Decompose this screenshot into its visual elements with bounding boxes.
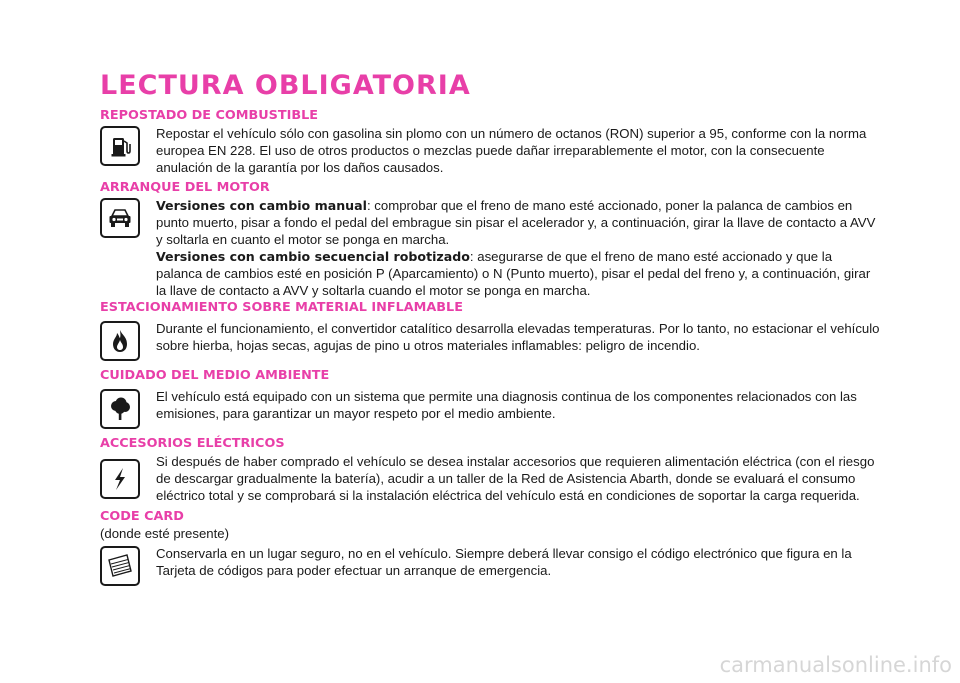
fuel-pump-icon — [100, 126, 140, 166]
section-code-card — [100, 509, 880, 586]
manual-text: : comprobar que el freno de mano esté accionado, poner la palanca de cambios en punto muerto, pisar a fondo el pedal del embrague sin pisar el acelerador y, a continuación, girar la llave de contacto a AVV y soltarla en cuanto el motor se ponga en marcha. — [156, 198, 876, 247]
section-text: Repostar el vehículo sólo con gasolina sin plomo con un número de octanos (RON) superior a 95, conforme con la norma europea EN 228. El uso de otros productos o mezclas puede dañar irreparablemente el motor, con la consecuente anulación de la garantía por los daños causados. — [156, 126, 867, 175]
lightning-icon — [100, 459, 140, 499]
section-title: REPOSTADO DE COMBUSTIBLE — [100, 108, 318, 123]
car-icon — [100, 198, 140, 238]
fire-icon — [100, 321, 140, 361]
manual-heading: Versiones con cambio manual — [156, 198, 367, 213]
code-card-icon — [100, 546, 140, 586]
section-text: Durante el funcionamiento, el convertidor catalítico desarrolla elevadas temperaturas. Por lo tanto, no estacionar el vehículo sobre hierba, hojas secas, agujas de pino u otros materiales inflamables: peligro de incendio. — [156, 321, 880, 353]
manual-paragraph — [156, 197, 880, 248]
section-title: ACCESORIOS ELÉCTRICOS — [100, 436, 285, 451]
section-repostado — [100, 108, 880, 176]
section-text: El vehículo está equipado con un sistema que permite una diagnosis continua de los componentes relacionados con las emisiones, para garantizar un mayor respeto por el medio ambiente. — [156, 389, 857, 421]
section-estacionamiento — [100, 300, 880, 361]
section-title: CODE CARD — [100, 509, 184, 524]
section-title: ESTACIONAMIENTO SOBRE MATERIAL INFLAMABLE — [100, 300, 463, 315]
section-text: Si después de haber comprado el vehículo se desea instalar accesorios que requieren alimentación eléctrica (con el riesgo de descargar gradualmente la batería), acudir a un taller de la Red de Asistencia Abarth, donde se evaluará el consumo eléctrico total y se comprobará si la instalación eléctrica del vehículo está en condiciones de soportar la carga requerida. — [156, 454, 875, 503]
robotizado-text: : asegurarse de que el freno de mano esté accionado y que la palanca de cambios esté en posición P (Aparcamiento) o N (Punto muerto), pisar el pedal del freno y, a continuación, girar la llave de contacto a AVV y soltarla cuando el motor se ponga en marcha. — [156, 249, 871, 298]
robotizado-heading: Versiones con cambio secuencial robotizado — [156, 249, 470, 264]
section-title: CUIDADO DEL MEDIO AMBIENTE — [100, 368, 330, 383]
section-text: Conservarla en un lugar seguro, no en el vehículo. Siempre deberá llevar consigo el código electrónico que figura en la Tarjeta de códigos para poder efectuar un arranque de emergencia. — [156, 546, 852, 578]
section-arranque — [100, 180, 880, 299]
section-accesorios — [100, 436, 880, 504]
section-subtitle: (donde esté presente) — [100, 526, 230, 541]
tree-icon — [100, 389, 140, 429]
watermark: carmanualsonline.info — [719, 653, 952, 677]
page-title: LECTURA OBLIGATORIA — [100, 70, 471, 101]
robotizado-paragraph — [156, 248, 880, 299]
section-medio-ambiente — [100, 368, 880, 429]
section-title: ARRANQUE DEL MOTOR — [100, 180, 270, 195]
